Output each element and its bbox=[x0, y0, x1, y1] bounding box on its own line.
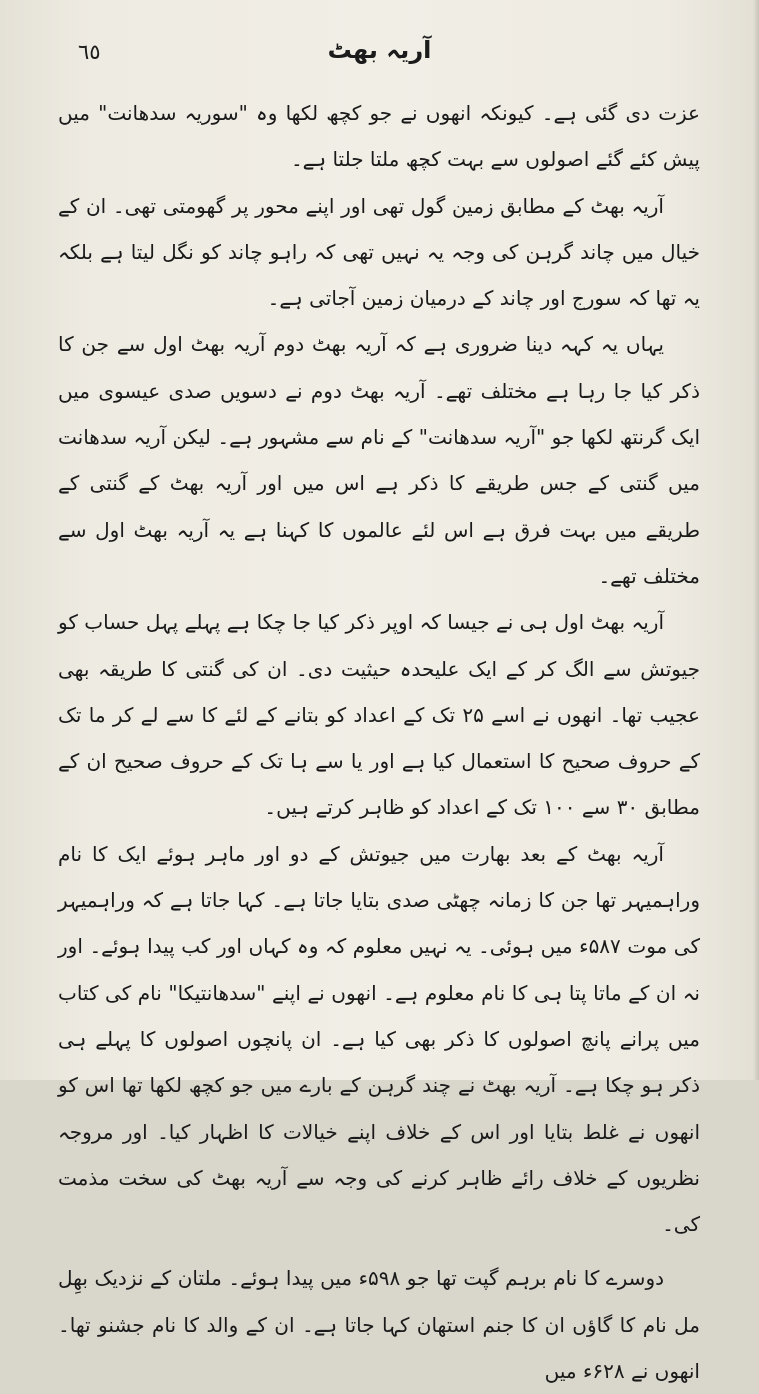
body-text bbox=[58, 90, 700, 1394]
running-title: آریہ بھٹ bbox=[327, 36, 432, 64]
paragraph: آریہ بھٹ اول ہی نے جیسا کہ اوپر ذکر کیا جا چکا ہے پہلے پہل حساب کو جیوتش سے الگ کر کے ایک علیحدہ حیثیت دی۔ ان کی گنتی کا طریقہ بھی عجیب تھا۔ انھوں نے اسے ۲۵ تک کے اعداد کو بتانے کے لئے کا سے لے کر ما تک کے حروف صحیح کا استعمال کیا ہے اور یا سے ہا تک کے حروف صحیح ان کے مطابق ۳۰ سے ۱۰۰ تک کے اعداد کو ظاہر کرتے ہیں۔ bbox=[58, 610, 700, 820]
page-edge-shadow bbox=[753, 0, 759, 1080]
paragraph: عزت دی گئی ہے۔ کیونکہ انھوں نے جو کچھ لکھا وہ "سوریہ سدھانت" میں پیش کئے گئے اصولوں سے بہت کچھ ملتا جلتا ہے۔ bbox=[58, 101, 700, 172]
paragraph: آریہ بھٹ کے بعد بھارت میں جیوتش کے دو اور ماہر ہوئے ایک کا نام وراہمیہر تھا جن کا زمانہ چھٹی صدی بتایا جاتا ہے۔ کہا جاتا ہے کہ وراہمیہر کی موت ۵۸۷ء میں ہوئی۔ یہ نہیں معلوم کہ وہ کہاں اور کب پیدا ہوئے۔ اور نہ ان کے ماتا پتا ہی کا نام معلوم ہے۔ انھوں نے اپنے "سدھانتیکا" نام کی کتاب میں پرانے پانچ اصولوں کا ذکر بھی کیا ہے۔ ان پانچوں اصولوں کا پہلے ہی ذکر ہو چکا ہے۔ آریہ بھٹ نے چند گرہن کے بارے میں جو کچھ لکھا تھا اس کو انھوں نے غلط بتایا اور اس کے خلاف اپنے خیالات کا اظہار کیا۔ اور مروجہ نظریوں کے خلاف رائے ظاہر کرنے کی وجہ سے آریہ بھٹ کی سخت مذمت کی۔ bbox=[58, 841, 700, 1237]
paragraph: دوسرے کا نام برہم گپت تھا جو ۵۹۸ء میں پیدا ہوئے۔ ملتان کے نزدیک بھِل مل نام کا گاؤں ان کا جنم استھان کہا جاتا ہے۔ ان کے والد کا نام جشنو تھا۔ انھوں نے ۶۲۸ء میں bbox=[58, 1266, 700, 1384]
paragraph: یہاں یہ کہہ دینا ضروری ہے کہ آریہ بھٹ دوم آریہ بھٹ اول سے جن کا ذکر کیا جا رہا ہے مختلف تھے۔ آریہ بھٹ دوم نے دسویں صدی عیسوی میں ایک گرنتھ لکھا جو "آریہ سدھانت" کے نام سے مشہور ہے۔ لیکن آریہ سدھانت میں گنتی کے جس طریقے کا ذکر ہے اس میں اور آریہ بھٹ کے گنتی کے طریقے میں بہت فرق ہے اس لئے عالموں کا کہنا ہے یہ آریہ بھٹ اول سے مختلف تھے۔ bbox=[58, 332, 700, 588]
paragraph: آریہ بھٹ کے مطابق زمین گول تھی اور اپنے محور پر گھومتی تھی۔ ان کے خیال میں چاند گرہن کی وجہ یہ نہیں تھی کہ راہو چاند کو نگل لیتا ہے بلکہ یہ تھا کہ سورج اور چاند کے درمیان زمین آجاتی ہے۔ bbox=[58, 193, 700, 311]
page-number: ٦٥ bbox=[78, 40, 101, 64]
